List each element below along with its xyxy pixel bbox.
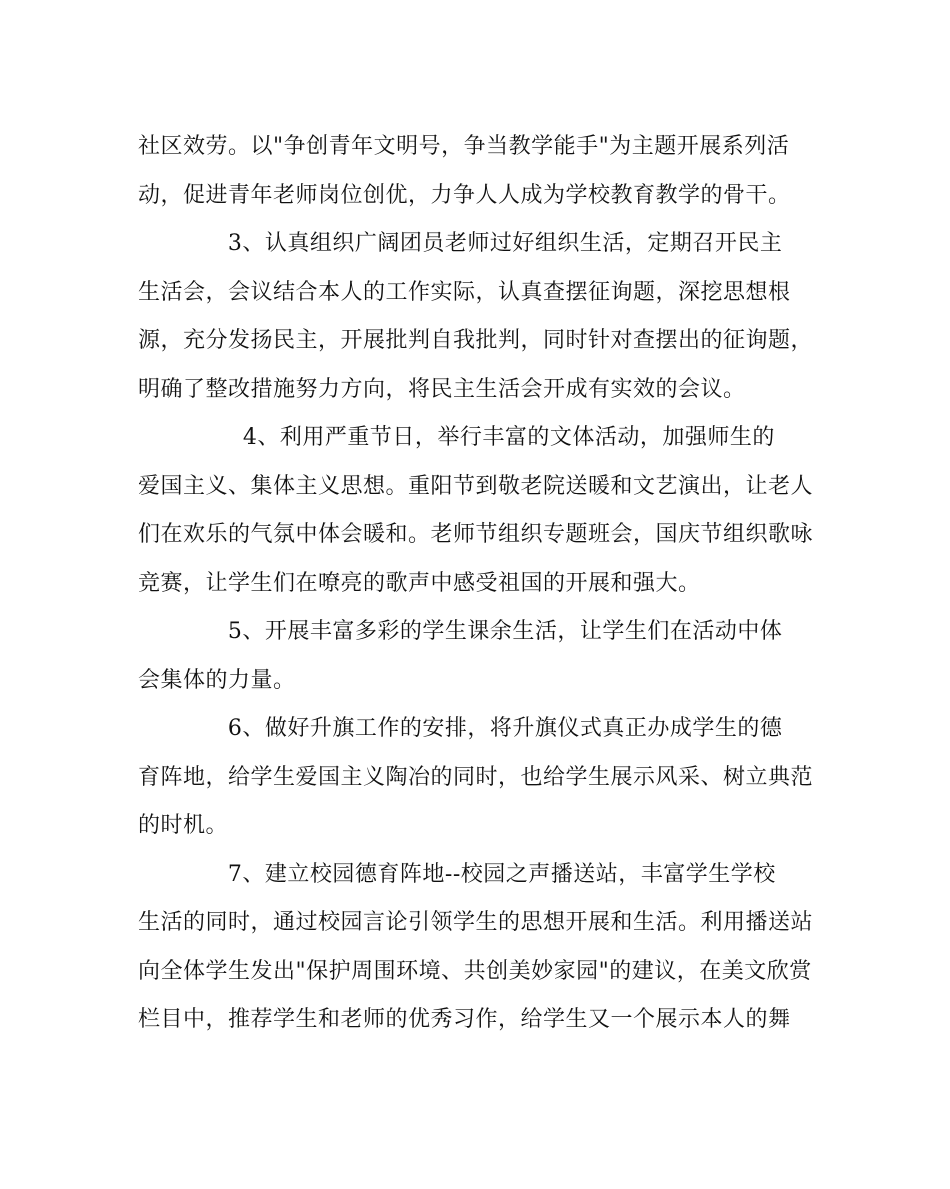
text-line: 源，充分发扬民主，开展批判自我批判，同时针对查摆出的征询题， bbox=[138, 328, 814, 353]
text-line: 的时机。 bbox=[138, 813, 229, 838]
document-body bbox=[138, 128, 818, 1050]
text-line: 生活会，会议结合本人的工作实际，认真查摆征询题，深挖思想根 bbox=[138, 279, 791, 305]
text-line: 会集体的力量。 bbox=[138, 667, 296, 693]
text-line: 们在欢乐的气氛中体会暖和。老师节组织专题班会，国庆节组织歌咏 bbox=[138, 522, 814, 547]
text-line: 动，促进青年老师岗位创优，力争人人成为学校教育教学的骨干。 bbox=[138, 182, 791, 208]
text-line: 6、做好升旗工作的安排，将升旗仪式真正办成学生的德 bbox=[138, 716, 783, 741]
text-line: 爱国主义、集体主义思想。重阳节到敬老院送暖和文艺演出，让老人 bbox=[138, 473, 814, 499]
text-line: 育阵地，给学生爱国主义陶冶的同时，也给学生展示风采、树立典范 bbox=[138, 764, 814, 790]
text-line: 7、建立校园德育阵地--校园之声播送站，丰富学生学校 bbox=[138, 861, 776, 887]
text-line: 社区效劳。以"争创青年文明号，争当教学能手"为主题开展系列活 bbox=[138, 134, 790, 159]
text-line: 生活的同时，通过校园言论引领学生的思想开展和生活。利用播送站 bbox=[138, 910, 814, 935]
text-line: 4、利用严重节日，举行丰富的文体活动，加强师生的 bbox=[138, 425, 775, 450]
text-line: 3、认真组织广阔团员老师过好组织生活，定期召开民主 bbox=[138, 231, 783, 256]
text-line: 向全体学生发出"保护周围环境、共创美妙家园"的建议，在美文欣赏 bbox=[138, 958, 812, 984]
text-line: 栏目中，推荐学生和老师的优秀习作，给学生又一个展示本人的舞 bbox=[138, 1007, 791, 1032]
text-line: 竞赛，让学生们在嘹亮的歌声中感受祖国的开展和强大。 bbox=[138, 570, 701, 596]
text-line: 5、开展丰富多彩的学生课余生活，让学生们在活动中体 bbox=[138, 619, 783, 644]
text-line: 明确了整改措施努力方向，将民主生活会开成有实效的会议。 bbox=[138, 376, 746, 402]
